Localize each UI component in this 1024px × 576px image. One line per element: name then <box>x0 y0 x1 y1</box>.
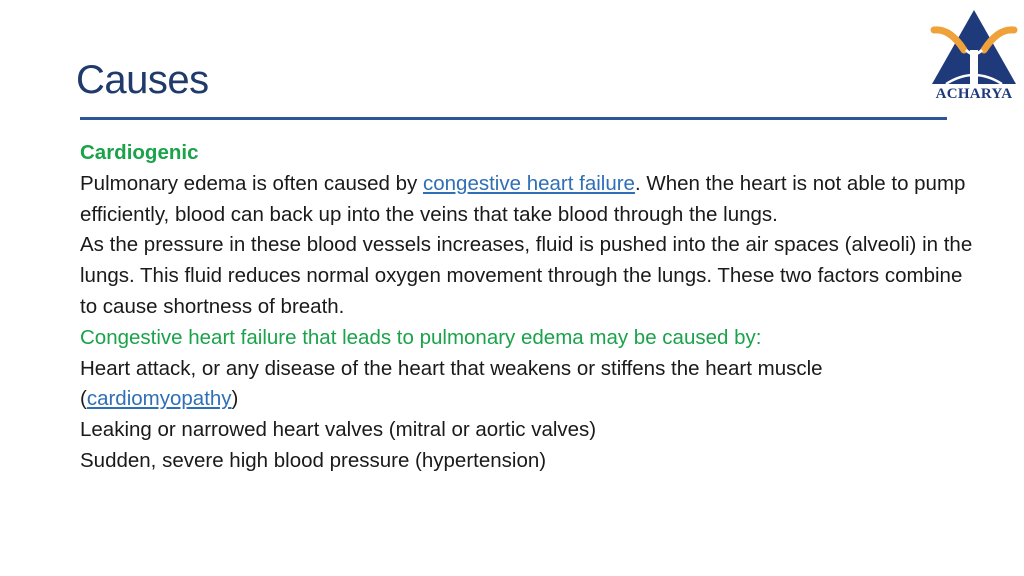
cause1-text-before: Heart attack, or any disease of the heart that weakens or stiffens the heart muscle ( <box>80 356 823 411</box>
section-heading: Cardiogenic <box>80 141 199 164</box>
p1-text-before: Pulmonary edema is often caused by <box>80 171 423 195</box>
slide-title: Causes <box>76 58 209 102</box>
cardiomyopathy-link[interactable]: cardiomyopathy <box>86 387 232 411</box>
acharya-logo <box>928 6 1020 110</box>
causes-subheading: Congestive heart failure that leads to pulmonary edema may be caused by: <box>80 325 762 349</box>
title-divider <box>80 117 947 120</box>
paragraph-heart-failure <box>80 169 980 231</box>
cause-heart-attack <box>80 354 980 416</box>
slide-content <box>80 138 980 477</box>
logo-text: ACHARYA <box>935 86 1013 102</box>
p1-text-after: . When the heart is not able to pump efficiently, blood can back up into the veins that take blood through the lungs. <box>80 171 966 226</box>
paragraph-pressure: As the pressure in these blood vessels increases, fluid is pushed into the air spaces (alveoli) in the lungs. This fluid reduces normal oxygen movement through the lungs. These two factors combine to cause shortness of breath. <box>80 233 973 318</box>
acharya-logo-icon <box>928 6 1020 86</box>
cause-high-blood-pressure: Sudden, severe high blood pressure (hypertension) <box>80 448 547 472</box>
congestive-heart-failure-link[interactable]: congestive heart failure <box>423 171 635 195</box>
cause1-text-after: ) <box>231 387 239 411</box>
cause-heart-valves: Leaking or narrowed heart valves (mitral or aortic valves) <box>80 418 597 442</box>
